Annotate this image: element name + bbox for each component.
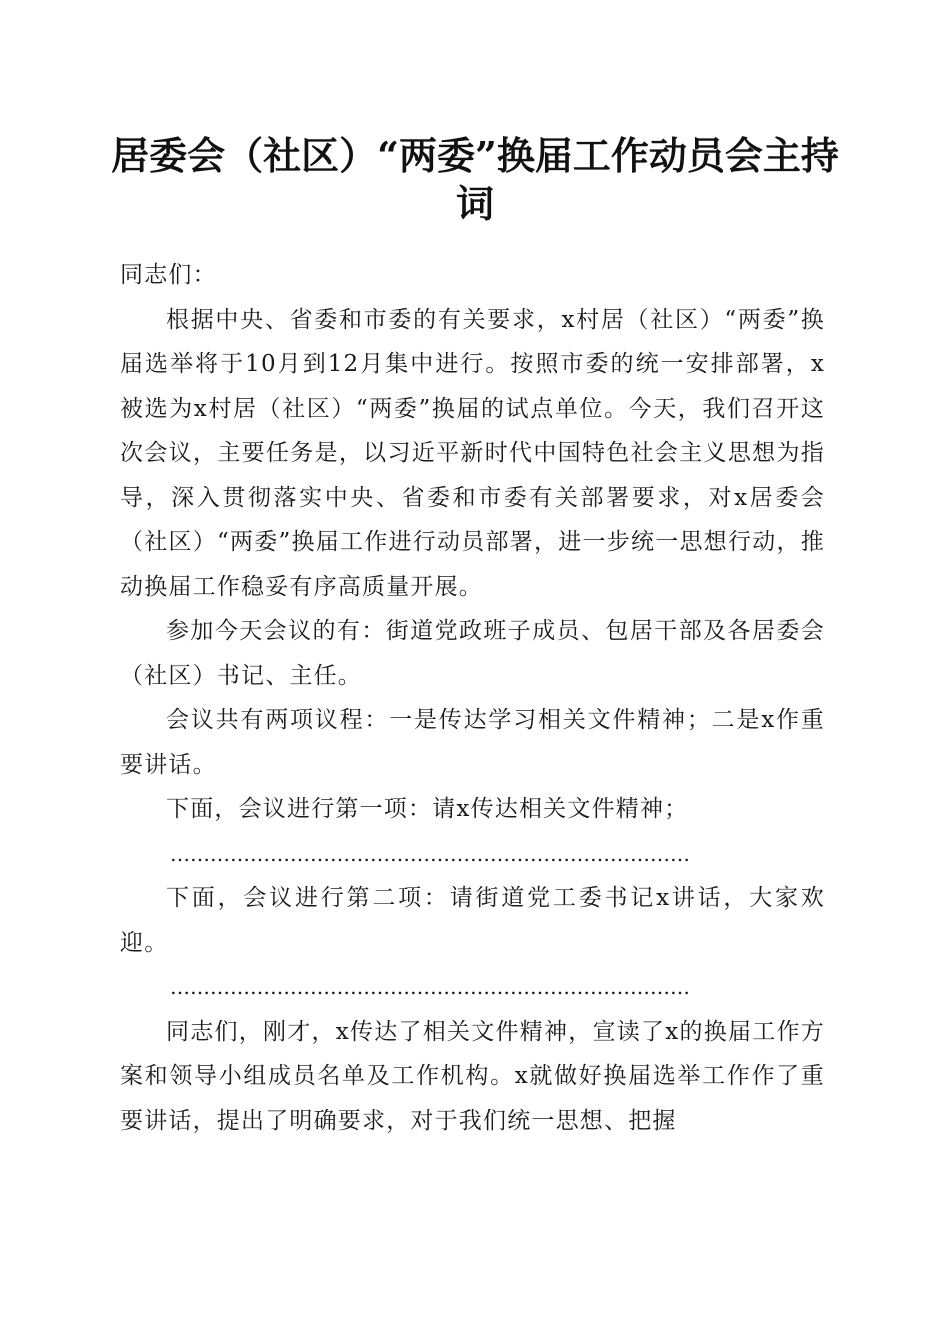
paragraph-agenda: 会议共有两项议程：一是传达学习相关文件精神；二是x作重要讲话。 [120,707,825,778]
greeting: 同志们： [120,262,217,288]
paragraph-item-two: 下面，会议进行第二项：请街道党工委书记x讲话，大家欢迎。 [120,885,825,956]
document-body [120,253,825,1143]
paragraph-attendees: 参加今天会议的有：街道党政班子成员、包居干部及各居委会（社区）书记、主任。 [120,618,825,689]
paragraph-item-one: 下面，会议进行第一项：请x传达相关文件精神； [166,796,689,822]
ellipsis-separator: …………………………………………………………………… [170,841,690,866]
paragraph-closing: 同志们，刚才，x传达了相关文件精神，宣读了x的换届工作方案和领导小组成员名单及工作机构。x就做好换届选举工作作了重要讲话，提出了明确要求，对于我们统一思想、把握 [120,1018,825,1134]
paragraph-intro: 根据中央、省委和市委的有关要求，x村居（社区）“两委”换届选举将于10月到12月集中进行。按照市委的统一安排部署，x被选为x村居（社区）“两委”换届的试点单位。今天，我们召开这次会议，主要任务是，以习近平新时代中国特色社会主义思想为指导，深入贯彻落实中央、省委和市委有关部署要求，对x居委会（社区）“两委”换届工作进行动员部署，进一步统一思想行动，推动换届工作稳妥有序高质量开展。 [120,306,825,600]
document-title: 居委会（社区）“两委”换届工作动员会主持词 [111,133,839,226]
ellipsis-separator: …………………………………………………………………… [170,975,690,999]
